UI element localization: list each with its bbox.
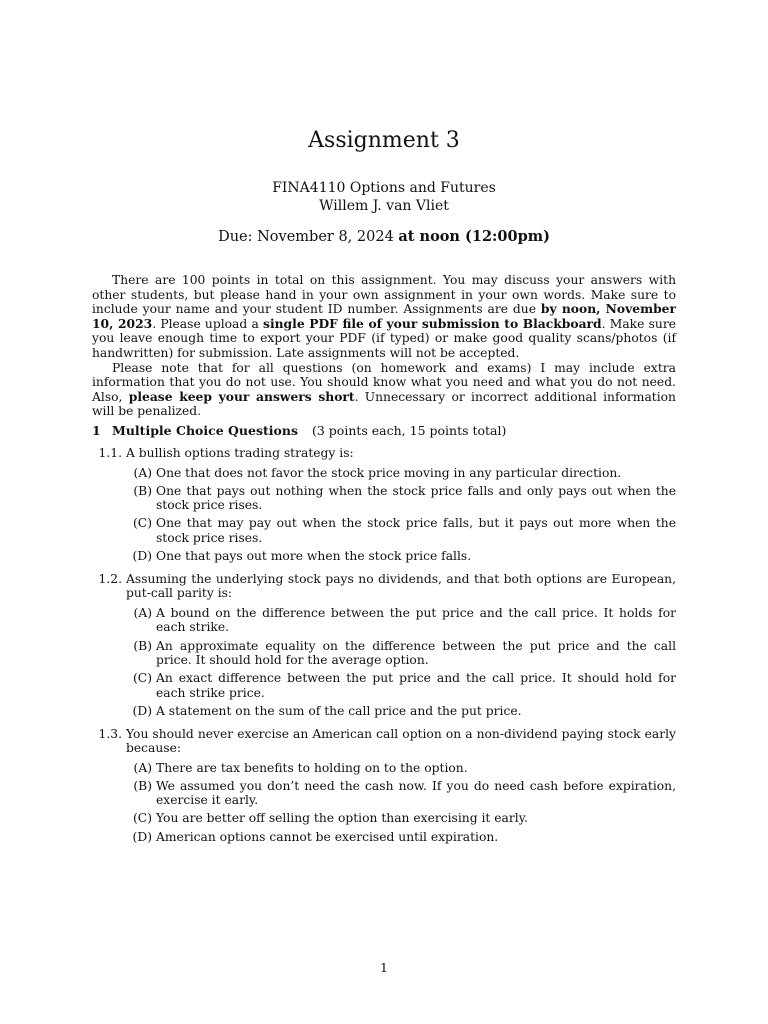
answer-option-b[interactable] [122, 779, 676, 808]
answer-options [122, 606, 676, 719]
intro-upload-instruction: single PDF file of your submission to Blackboard [263, 315, 602, 331]
option-text: We assumed you don’t need the cash now. If you do need cash before expiration, exercise it early. [156, 778, 676, 808]
intro-text: Please note that for all questions (on homework and exams) I may include extra information that you do not use. You should know what you need and what you do not need. Also, [92, 360, 676, 404]
section-number: 1 [92, 423, 101, 438]
option-text: You are better off selling the option than exercising it early. [156, 811, 528, 826]
answer-option-b[interactable] [122, 639, 676, 668]
page-number: 1 [380, 960, 388, 975]
section-heading [92, 423, 506, 438]
question [92, 727, 676, 845]
intro-text: . Make sure you leave enough time to export your PDF (if typed) or make good quality scans/photos (if handwritten) for submission. Late assignments will not be accepted. [92, 316, 676, 360]
option-label: (D) [132, 829, 152, 844]
answer-option-b[interactable] [122, 484, 676, 513]
option-text: One that may pay out when the stock price falls, but it pays out more when the stock price rises. [156, 516, 676, 545]
option-label: (D) [132, 549, 152, 564]
option-label: (B) [133, 638, 152, 653]
answer-option-c[interactable] [122, 811, 676, 826]
intro-short-answers: please keep your answers short [128, 388, 355, 404]
question-number: 1.1. [98, 446, 122, 460]
answer-option-a[interactable] [122, 606, 676, 635]
course-name: FINA4110 Options and Futures [272, 180, 496, 196]
due-date-prefix: Due: November 8, 2024 [218, 229, 399, 245]
option-label: (C) [132, 811, 152, 826]
due-date-time: at noon (12:00pm) [398, 228, 550, 245]
instructions-paragraph-2 [92, 361, 676, 419]
section-points: (3 points each, 15 points total) [311, 423, 507, 438]
option-text: A statement on the sum of the call price and the put price. [156, 703, 522, 718]
option-label: (D) [132, 703, 152, 718]
answer-option-a[interactable] [122, 761, 676, 776]
answer-option-a[interactable] [122, 466, 676, 481]
answer-options [122, 761, 676, 844]
question-text: You should never exercise an American call option on a non-dividend paying stock early because: [126, 726, 676, 756]
intro-text: There are 100 points in total on this assignment. You may discuss your answers with other students, but please hand in your own assignment in your own words. Make sure to include your name and your student ID number. Assignments are due [92, 273, 676, 317]
question [92, 446, 676, 564]
question-text: A bullish options trading strategy is: [126, 446, 354, 460]
intro-text: . Unnecessary or incorrect additional information will be penalized. [92, 389, 676, 419]
option-text: There are tax benefits to holding on to the option. [156, 760, 468, 775]
option-label: (C) [132, 671, 152, 686]
answer-option-d[interactable] [122, 704, 676, 719]
answer-option-d[interactable] [122, 830, 676, 845]
option-text: One that pays out nothing when the stock price falls and only pays out when the stock price rises. [156, 483, 676, 513]
option-text: An exact difference between the put price and the call price. It should hold for each strike price. [156, 671, 676, 700]
section-title: Multiple Choice Questions [112, 423, 298, 438]
question-text: Assuming the underlying stock pays no dividends, and that both options are European, put-call parity is: [126, 571, 676, 601]
answer-option-c[interactable] [122, 516, 676, 545]
assignment-title: Assignment 3 [308, 128, 460, 153]
answer-option-d[interactable] [122, 549, 676, 564]
question-number: 1.3. [98, 726, 122, 741]
option-label: (B) [133, 483, 152, 498]
due-date [92, 228, 676, 245]
answer-options [122, 466, 676, 564]
answer-option-c[interactable] [122, 671, 676, 700]
instructor-name: Willem J. van Vliet [319, 198, 449, 214]
option-label: (C) [132, 516, 152, 531]
option-label: (A) [133, 760, 152, 775]
option-text: One that pays out more when the stock price falls. [156, 549, 472, 564]
intro-text: . Please upload a [152, 316, 264, 331]
option-label: (A) [133, 605, 152, 620]
option-text: A bound on the difference between the put price and the call price. It holds for each strike. [156, 605, 676, 635]
instructions [92, 273, 676, 419]
question [92, 572, 676, 719]
option-label: (A) [133, 465, 152, 480]
question-list [92, 446, 676, 852]
option-text: American options cannot be exercised until expiration. [156, 829, 499, 844]
option-text: One that does not favor the stock price moving in any particular direction. [156, 465, 622, 480]
question-number: 1.2. [98, 571, 122, 586]
instructions-paragraph-1 [92, 273, 676, 361]
option-label: (B) [133, 778, 152, 793]
intro-deadline: by noon, November 10, 2023 [92, 301, 676, 331]
option-text: An approximate equality on the difference between the put price and the call price. It should hold for the average option. [156, 638, 676, 668]
